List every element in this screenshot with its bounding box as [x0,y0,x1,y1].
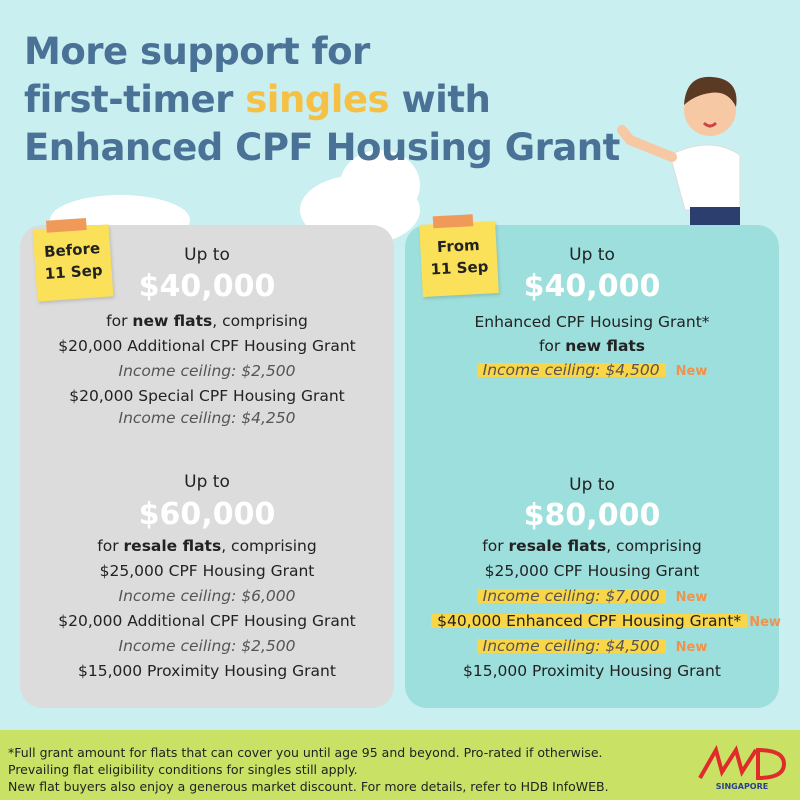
before-panel [20,225,394,708]
text: Income ceiling: $4,500 [477,361,666,379]
text: , comprising [221,537,317,555]
grant-line: $15,000 Proximity Housing Grant [78,662,336,680]
note-text: Before [43,239,101,261]
grant-amount: $60,000 [138,497,276,532]
text: Income ceiling: $7,000 [477,587,666,605]
new-badge: New [675,364,708,379]
title-highlight: singles [245,78,390,121]
grant-line: $20,000 Special CPF Housing Grant [69,387,345,405]
income-ceiling: Income ceiling: $4,250 [118,409,296,427]
footnote: Prevailing flat eligibility conditions for singles still apply. [8,762,358,777]
text: , comprising [212,312,308,330]
svg-text:SINGAPORE: SINGAPORE [715,782,769,791]
footnote: *Full grant amount for flats that can cover you until age 95 and beyond. Pro-rated if otherwise. [8,745,603,760]
title-text: first-timer [24,78,246,121]
note-text: From [436,235,481,257]
grant-description [20,312,394,330]
grant-line: $25,000 CPF Housing Grant [99,562,315,580]
income-ceiling [405,637,779,655]
income-ceiling: Income ceiling: $2,500 [118,362,296,380]
grant-amount: $40,000 [523,269,661,304]
note-text: 11 Sep [430,257,489,279]
up-to-label: Up to [184,245,230,265]
up-to-label: Up to [184,472,230,492]
grant-line: $25,000 CPF Housing Grant [484,562,700,580]
text: resale flats [508,537,607,555]
page-title [24,28,620,172]
grant-line: Enhanced CPF Housing Grant* [474,313,710,331]
text: for [538,337,566,355]
text: for [482,537,509,555]
grant-description [405,537,779,555]
title-line [24,76,620,124]
note-text: 11 Sep [44,260,104,283]
title-line: More support for [24,30,370,73]
new-badge: New [675,590,708,605]
title-text: with [389,78,491,121]
grant-amount: $80,000 [523,498,661,533]
up-to-label: Up to [569,475,615,495]
footer [0,730,800,800]
text: new flats [565,337,646,355]
title-line: Enhanced CPF Housing Grant [24,126,620,169]
text: Income ceiling: $4,500 [477,637,666,655]
income-ceiling [405,587,779,605]
income-ceiling: Income ceiling: $2,500 [118,637,296,655]
up-to-label: Up to [569,245,615,265]
text: new flats [132,312,213,330]
text: for [106,312,133,330]
new-badge: New [749,615,781,630]
text: for [97,537,124,555]
income-ceiling: Income ceiling: $6,000 [118,587,296,605]
text: resale flats [123,537,222,555]
grant-amount: $40,000 [138,269,276,304]
text: , comprising [606,537,702,555]
text: $40,000 Enhanced CPF Housing Grant* [431,612,747,630]
from-panel [405,225,779,708]
income-ceiling [405,361,779,379]
grant-line: $20,000 Additional CPF Housing Grant [58,337,356,355]
grant-line [419,612,793,630]
footnote: New flat buyers also enjoy a generous market discount. For more details, refer to HDB InfoWEB. [8,779,609,794]
mnd-logo [696,742,788,792]
grant-description [20,537,394,555]
person-illustration [600,35,750,230]
grant-description [405,337,779,355]
grant-line: $15,000 Proximity Housing Grant [463,662,721,680]
new-badge: New [675,640,708,655]
grant-line: $20,000 Additional CPF Housing Grant [58,612,356,630]
